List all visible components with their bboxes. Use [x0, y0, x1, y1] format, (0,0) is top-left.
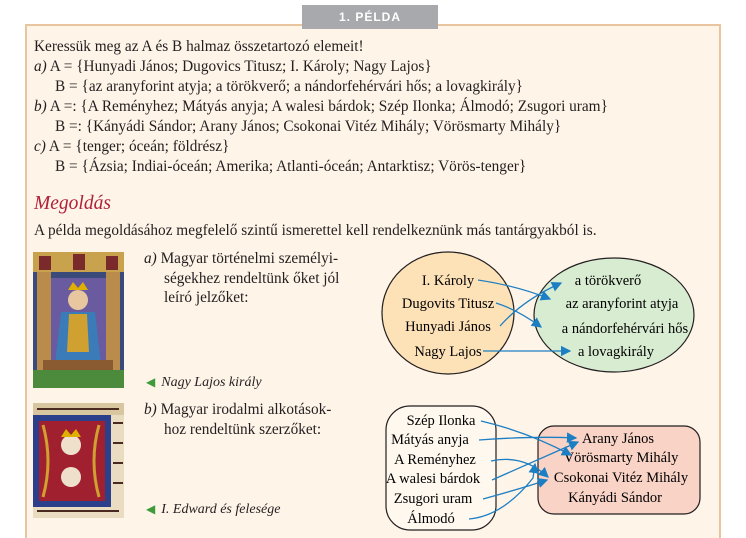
- caption-pointer-icon: ◀: [146, 502, 156, 516]
- panel-left-border: [25, 24, 27, 538]
- left-item: Dugovits Titusz: [401, 296, 495, 312]
- part-b-line-1: Magyar irodalmi alkotások-: [160, 401, 332, 418]
- left-item: Zsugori uram: [393, 491, 473, 507]
- task-item-c-set-a: [34, 137, 229, 157]
- right-item: Csokonai Vitéz Mihály: [553, 470, 689, 486]
- right-item: az aranyforint atyja: [565, 296, 679, 312]
- right-item: a törökverő: [574, 273, 642, 289]
- left-item: Mátyás anyja: [391, 432, 469, 448]
- king-caption: [146, 375, 262, 391]
- task-item-a-set-b: B = {az aranyforint atyja; a törökverő; a nándorfehérvári hős; a lovagkirály}: [55, 78, 524, 95]
- task-item-a-set-a: [34, 57, 432, 77]
- panel-right-border: [719, 24, 721, 538]
- left-item: I. Károly: [421, 273, 475, 289]
- set-a-text: A =: {A Reményhez; Mátyás anyja; A walesi bárdok; Szép Ilonka; Álmodó; Zsugori uram}: [49, 98, 608, 115]
- part-a-line-2: ségekhez rendeltünk őket jól: [164, 269, 340, 287]
- left-item: Nagy Lajos: [414, 344, 482, 360]
- part-b-line-2: hoz rendeltünk szerzőket:: [164, 420, 322, 438]
- part-a-label: a): [144, 250, 157, 267]
- task-item-c-set-b: B = {Ázsia; Indiai-óceán; Amerika; Atlanti-óceán; Antarktisz; Vörös-tenger}: [55, 158, 527, 175]
- left-item: A Reményhez: [394, 452, 476, 468]
- left-item: Álmodó: [407, 511, 455, 527]
- left-item: Szép Ilonka: [406, 413, 476, 429]
- diagram-a: [378, 250, 698, 380]
- caption-text: Nagy Lajos király: [161, 375, 262, 390]
- right-item: a nándorfehérvári hős: [561, 321, 689, 337]
- solution-intro: A példa megoldásához megfelelő szintű ismerettel kell rendelkeznünk más tantárgyakból is.: [34, 222, 597, 239]
- part-a-text: [144, 249, 339, 308]
- caption-text: I. Edward és felesége: [161, 502, 281, 517]
- task-item-b-set-a: [34, 97, 608, 117]
- part-a-line-3: leíró jelzőket:: [164, 289, 249, 306]
- left-item: A walesi bárdok: [385, 471, 481, 487]
- part-b-text: [144, 400, 331, 439]
- item-label: a): [34, 58, 47, 75]
- task-item-b-set-b: B =: {Kányádi Sándor; Arany János; Csokonai Vitéz Mihály; Vörösmarty Mihály}: [55, 118, 562, 135]
- diagram-b: [383, 404, 703, 534]
- part-b-label: b): [144, 401, 157, 418]
- right-item: a lovagkirály: [577, 344, 655, 360]
- caption-pointer-icon: ◀: [146, 375, 156, 389]
- king-illustration: [33, 252, 124, 388]
- task-intro: Keressük meg az A és B halmaz összetartozó elemeit!: [34, 38, 364, 55]
- set-a-text: A = {tenger; óceán; földrész}: [48, 138, 230, 155]
- right-item: Kányádi Sándor: [568, 490, 662, 506]
- example-tab: 1. PÉLDA: [302, 5, 438, 29]
- set-a-text: A = {Hunyadi János; Dugovics Titusz; I. Károly; Nagy Lajos}: [49, 58, 432, 75]
- right-item: Vörösmarty Mihály: [563, 450, 679, 466]
- solution-heading: Megoldás: [34, 193, 111, 214]
- right-item: Arany János: [581, 431, 655, 447]
- left-item: Hunyadi János: [405, 319, 491, 335]
- edward-caption: [146, 502, 280, 518]
- manuscript-illustration: [33, 403, 124, 518]
- part-a-line-1: Magyar történelmi személyi-: [160, 250, 339, 267]
- item-label: b): [34, 98, 47, 115]
- item-label: c): [34, 138, 46, 155]
